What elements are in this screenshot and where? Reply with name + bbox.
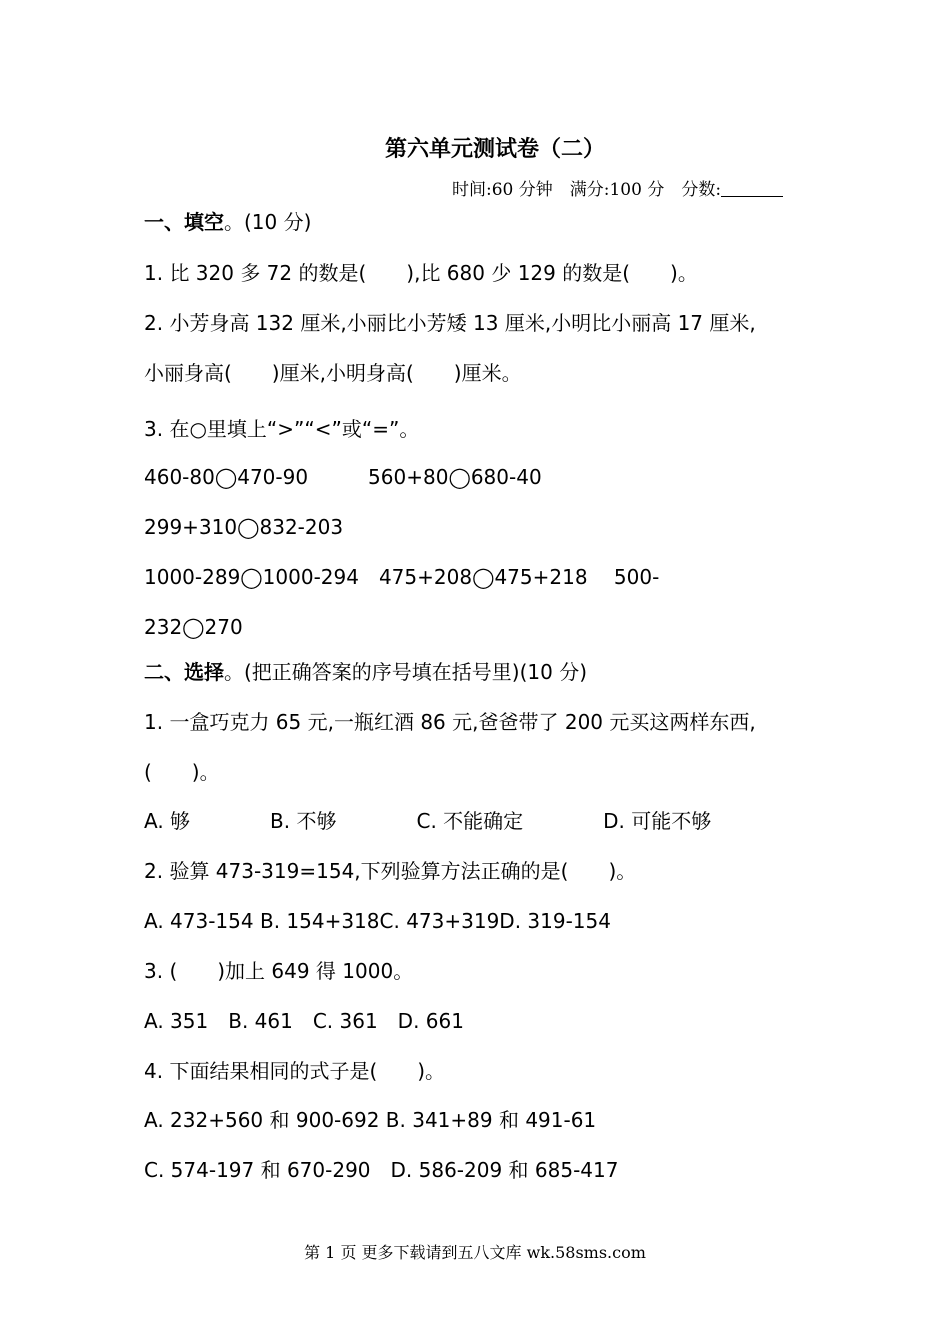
page-title: 第六单元测试卷（二） bbox=[384, 136, 605, 162]
question-line: 1. 一盒巧克力 65 元,一瓶红酒 86 元,爸爸带了 200 元买这两样东西, bbox=[144, 710, 756, 734]
question-line: 299+310◯832-203 bbox=[144, 515, 344, 539]
question-line: 2. 验算 473-319=154,下列验算方法正确的是( )。 bbox=[144, 859, 637, 883]
question-line: 3. ( )加上 649 得 1000。 bbox=[144, 959, 414, 983]
page-footer: 第 1 页 更多下载请到五八文库 wk.58sms.com bbox=[304, 1243, 646, 1262]
question-line: 1. 比 320 多 72 的数是( ),比 680 少 129 的数是( )。 bbox=[144, 261, 698, 285]
section-label: 二、选择 bbox=[144, 660, 224, 684]
exam-info bbox=[452, 175, 783, 200]
question-line: A. 232+560 和 900-692 B. 341+89 和 491-61 bbox=[144, 1108, 597, 1132]
section-label: 一、填空 bbox=[144, 210, 224, 234]
question-line: 小丽身高( )厘米,小明身高( )厘米。 bbox=[144, 361, 522, 385]
question-line: 3. 在○里填上“>”“<”或“=”。 bbox=[144, 417, 420, 441]
question-line: 4. 下面结果相同的式子是( )。 bbox=[144, 1059, 446, 1083]
question-line: 1000-289◯1000-294 475+208◯475+218 500- bbox=[144, 565, 660, 589]
question-line: 460-80◯470-90 560+80◯680-40 bbox=[144, 465, 542, 489]
section-heading: 一、填空。(10 分) bbox=[144, 210, 312, 234]
question-line: 232◯270 bbox=[144, 615, 243, 639]
question-line: 2. 小芳身高 132 厘米,小丽比小芳矮 13 厘米,小明比小丽高 17 厘米, bbox=[144, 311, 756, 335]
section-heading: 二、选择。(把正确答案的序号填在括号里)(10 分) bbox=[144, 660, 588, 684]
question-line: A. 351 B. 461 C. 361 D. 661 bbox=[144, 1009, 464, 1033]
question-line: A. 473-154 B. 154+318C. 473+319D. 319-154 bbox=[144, 909, 611, 933]
score-blank[interactable] bbox=[721, 180, 783, 197]
question-line: C. 574-197 和 670-290 D. 586-209 和 685-417 bbox=[144, 1158, 619, 1182]
exam-info-text: 时间:60 分钟 满分:100 分 分数: bbox=[452, 180, 722, 200]
question-line: A. 够 B. 不够 C. 不能确定 D. 可能不够 bbox=[144, 809, 712, 833]
question-line: ( )。 bbox=[144, 760, 220, 784]
